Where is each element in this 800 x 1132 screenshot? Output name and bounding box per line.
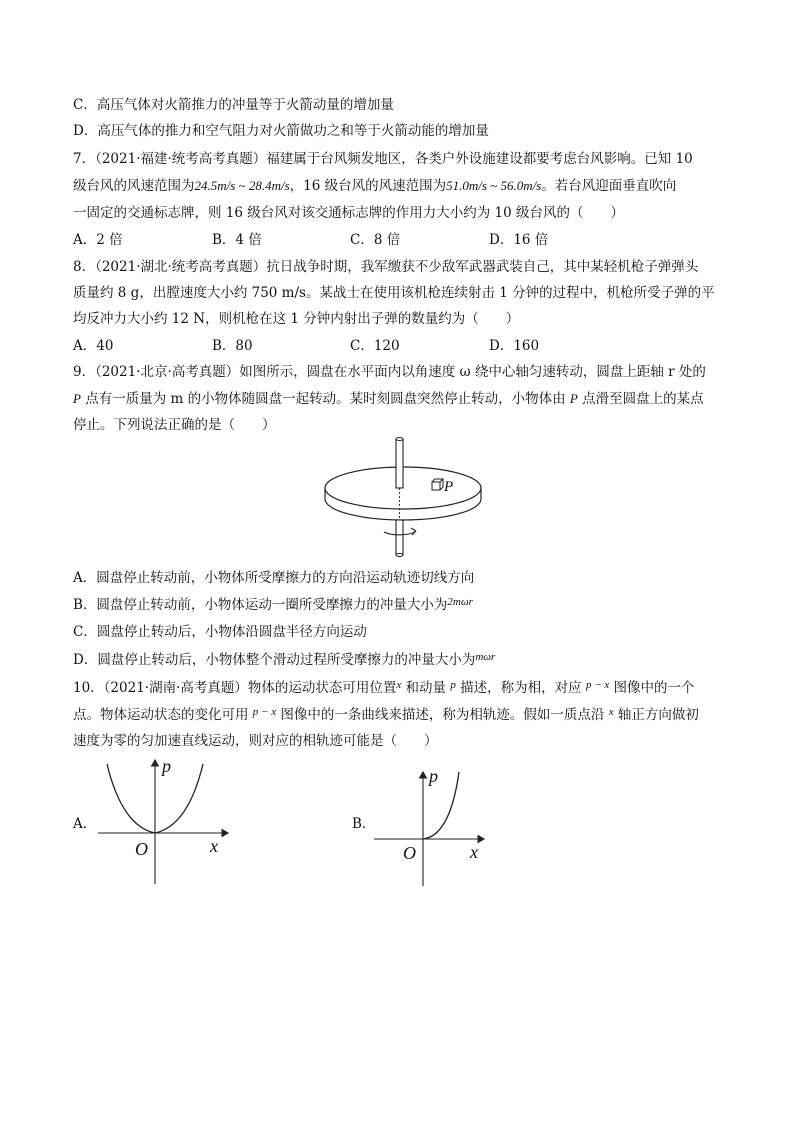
prev-option-d: D．高压气体的推力和空气阻力对火箭做功之和等于火箭动能的增加量 [73,123,489,139]
graph-b-x-label: x [470,842,478,862]
q8-option-d: D．160 [489,338,540,354]
q7-option-d: D．16 倍 [489,232,549,248]
rotating-disc-figure [318,436,488,560]
q9-line1: 9．（2021·北京·高考真题）如图所示，圆盘在水平面内以角速度 ω 绕中心轴匀速转动，圆盘上距轴 r 处的 [73,364,706,380]
q7-line2: 级台风的风速范围为24.5m/s ~ 28.4m/s，16 级台风的风速范围为51.0m/s ~ 56.0m/s。若台风迎面垂直吹向 [73,178,677,194]
q7-option-c: C．8 倍 [350,232,401,248]
q9-option-b: B．圆盘停止转动前，小物体运动一圈所受摩擦力的冲量大小为$^{2m\omega r}$ [73,596,473,613]
q9-line2: P 点有一质量为 m 的小物体随圆盘一起转动。某时刻圆盘突然停止转动，小物体由 P 点滑至圆盘上的某点 [73,391,704,407]
q8-line3: 均反冲力大小约 12 N，则机枪在这 1 分钟内射出子弹的数量约为（ ） [73,311,520,327]
q10-line3: 速度为零的匀加速直线运动，则对应的相轨迹可能是（ ） [73,733,438,749]
q9-line3: 停止。下列说法正确的是（ ） [73,417,276,433]
q9-option-a: A．圆盘停止转动前，小物体所受摩擦力的方向沿运动轨迹切线方向 [73,570,475,586]
q7-range-10: 24.5m/s ~ 28.4m/s [194,178,290,193]
graph-a-origin-label: O [135,839,148,859]
q8-option-c: C．120 [350,338,400,354]
q9-option-c: C．圆盘停止转动后，小物体沿圆盘半径方向运动 [73,624,367,640]
point-p-label: P [444,479,454,495]
q9-option-d: D．圆盘停止转动后，小物体整个滑动过程所受摩擦力的冲量大小为$^{m\omega r}$ [73,651,496,668]
q10-graph-b [372,768,492,888]
graph-b-p-label: p [429,768,438,786]
q10-line2: 点。物体运动状态的变化可用 $^{p - x}$ 图像中的一条曲线来描述，称为相轨迹。假如一质点沿 $^x$ 轴正方向做初 [73,706,699,723]
q7-option-b: B．4 倍 [212,232,262,248]
q10-graph-b-label: B． [352,816,376,832]
prev-option-c: C．高压气体对火箭推力的冲量等于火箭动量的增加量 [73,97,394,113]
q7-line3: 一固定的交通标志牌，则 16 级台风对该交通标志牌的作用力大小约为 10 级台风的（ ） [73,205,625,221]
q10-line1: 10．（2021·湖南·高考真题）物体的运动状态可用位置$^x$ 和动量 $^p$ 描述，称为相，对应 $^{p - x}$ 图像中的一个 [73,679,695,696]
q10-graph-a [96,756,236,886]
q10-graph-a-label: A． [73,816,97,832]
q8-line1: 8．（2021·湖北·统考高考真题）抗日战争时期，我军缴获不少敌军武器武装自己，其中某轻机枪子弹弹头 [73,259,699,275]
q8-option-b: B．80 [212,338,253,354]
q7-range-16: 51.0m/s ~ 56.0m/s [446,178,542,193]
q7-option-a: A．2 倍 [73,232,123,248]
q7-line1: 7．（2021·福建·统考高考真题）福建属于台风频发地区，各类户外设施建设都要考虑台风影响。已知 10 [73,151,693,167]
q8-line2: 质量约 8 g，出膛速度大小约 750 m/s。某战士在使用该机枪连续射击 1 分钟的过程中，机枪所受子弹的平 [73,285,715,301]
graph-b-origin-label: O [403,843,416,863]
graph-a-p-label: p [162,756,171,776]
q8-option-a: A．40 [73,338,114,354]
graph-a-x-label: x [210,836,218,856]
